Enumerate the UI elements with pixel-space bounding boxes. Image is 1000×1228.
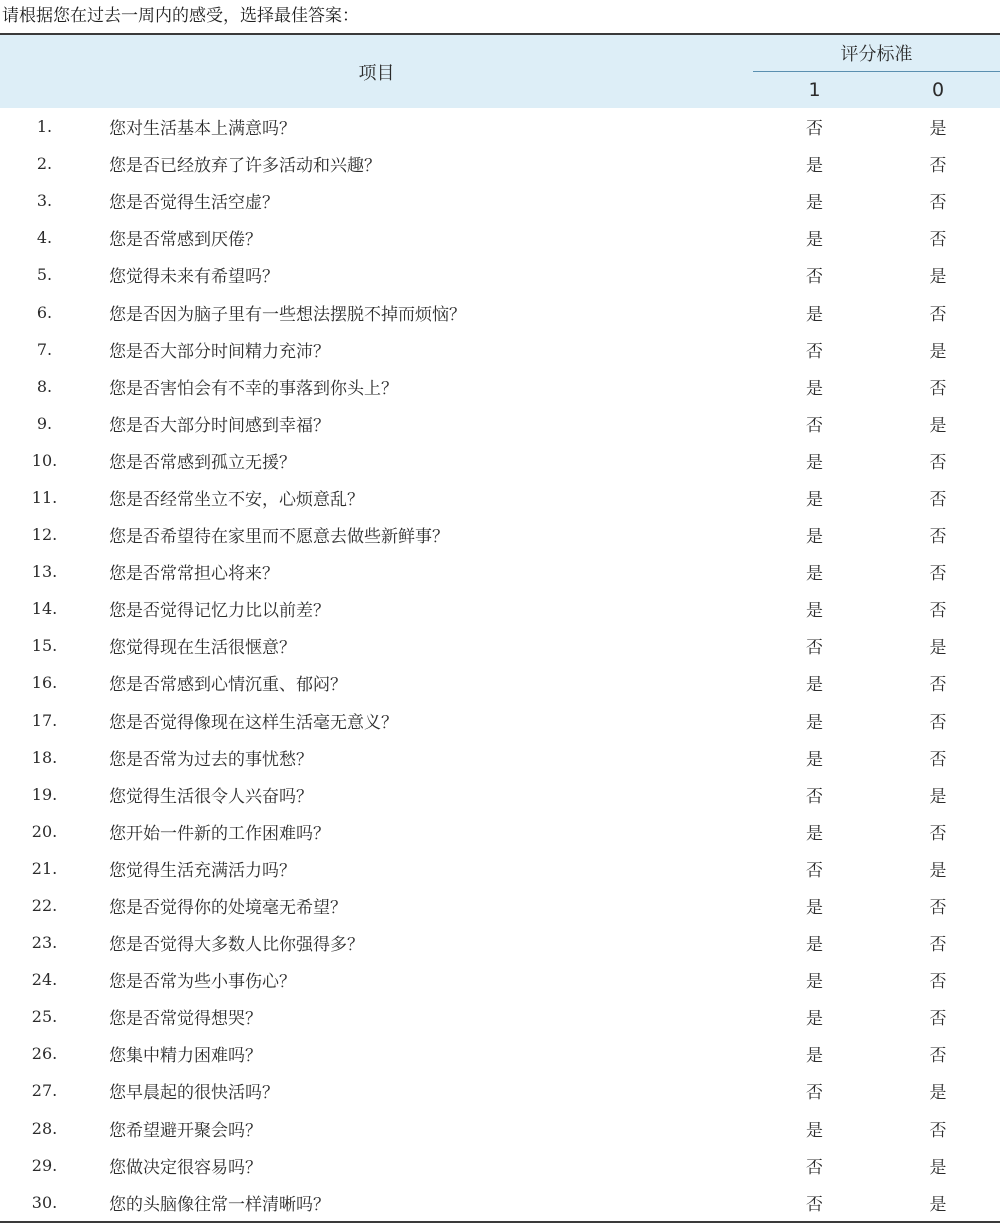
score-0-answer: 否	[929, 527, 947, 548]
question-text: 您是否常为过去的事忧愁？	[109, 749, 313, 770]
score-1-answer: 否	[806, 341, 823, 362]
score-0-answer: 是	[929, 119, 947, 140]
question-text: 您是否经常坐立不安，心烦意乱？	[109, 489, 364, 510]
question-number: 4.	[36, 228, 53, 248]
question-number: 10.	[31, 450, 58, 470]
question-number: 28.	[31, 1118, 58, 1138]
question-text: 您是否害怕会有不幸的事落到你头上？	[109, 378, 398, 399]
score-1-answer: 是	[806, 378, 823, 399]
question-number: 3.	[36, 191, 53, 211]
question-number: 20.	[31, 821, 58, 841]
question-number: 7.	[36, 339, 53, 359]
score-0-answer: 否	[929, 823, 947, 844]
score-1-answer: 是	[806, 452, 823, 473]
score-1-answer: 否	[806, 638, 823, 659]
score-0-answer: 是	[929, 267, 947, 288]
question-number: 29.	[31, 1155, 58, 1175]
score-0-answer: 否	[929, 564, 947, 585]
question-text: 您觉得生活很令人兴奋吗？	[109, 786, 313, 807]
question-text: 您希望避开聚会吗？	[109, 1120, 262, 1141]
score-1-answer: 是	[806, 935, 823, 956]
question-text: 您觉得生活充满活力吗？	[109, 860, 296, 881]
table-row	[0, 850, 1000, 887]
score-0-answer: 否	[929, 1009, 947, 1030]
question-text: 您是否觉得记忆力比以前差？	[109, 601, 330, 622]
question-text: 您是否常感到厌倦？	[109, 230, 262, 251]
score-0-answer: 否	[929, 749, 947, 770]
question-text: 您集中精力困难吗？	[109, 1046, 262, 1067]
question-number: 26.	[31, 1044, 58, 1064]
question-number: 22.	[31, 896, 58, 916]
question-text: 您觉得现在生活很惬意？	[109, 638, 296, 659]
score-1-answer: 是	[806, 304, 823, 325]
score-1-answer: 是	[806, 1120, 823, 1141]
table-row	[0, 442, 1000, 479]
table-row	[0, 961, 1000, 998]
item-column-header: 项目	[0, 34, 753, 108]
score-1-answer: 否	[753, 1184, 876, 1222]
score-1-answer: 是	[806, 193, 823, 214]
score-0-header: 0	[876, 72, 1000, 109]
score-1-answer: 是	[806, 156, 823, 177]
score-0-answer: 否	[929, 489, 947, 510]
score-1-answer: 是	[806, 675, 823, 696]
score-0-answer: 是	[929, 638, 947, 659]
table-row	[0, 331, 1000, 368]
question-text: 您是否觉得大多数人比你强得多？	[109, 935, 364, 956]
question-number: 25.	[31, 1007, 58, 1027]
score-1-answer: 否	[806, 1083, 823, 1104]
question-text: 您是否觉得像现在这样生活毫无意义？	[109, 712, 398, 733]
table-body	[0, 108, 1000, 1222]
score-0-answer: 否	[929, 601, 947, 622]
question-text: 您觉得未来有希望吗？	[109, 267, 279, 288]
question-number: 17.	[31, 710, 58, 730]
question-text: 您是否常感到孤立无援？	[109, 452, 296, 473]
table-header	[0, 34, 1000, 108]
question-text: 您早晨起的很快活吗？	[109, 1083, 279, 1104]
score-1-answer: 是	[806, 823, 823, 844]
score-1-answer: 否	[806, 786, 823, 807]
score-0-answer: 否	[929, 304, 947, 325]
score-0-answer: 是	[929, 860, 947, 881]
table-row	[0, 256, 1000, 293]
question-text: 您是否希望待在家里而不愿意去做些新鲜事？	[109, 527, 449, 548]
table-row	[0, 998, 1000, 1035]
score-1-answer: 是	[806, 972, 823, 993]
question-text: 您是否常常担心将来？	[109, 564, 279, 585]
score-0-answer: 否	[929, 972, 947, 993]
score-1-answer: 否	[806, 267, 823, 288]
score-0-answer: 否	[929, 230, 947, 251]
table-row	[0, 516, 1000, 553]
score-1-answer: 是	[806, 898, 823, 919]
score-1-answer: 否	[806, 119, 823, 140]
table-row	[0, 1184, 1000, 1222]
question-text: 您是否觉得你的处境毫无希望？	[109, 898, 347, 919]
score-1-answer: 否	[806, 1157, 823, 1178]
score-0-answer: 否	[929, 156, 947, 177]
question-text: 您对生活基本上满意吗？	[109, 119, 296, 140]
question-number: 1.	[36, 117, 53, 137]
score-1-answer: 是	[806, 489, 823, 510]
score-0-answer: 否	[929, 898, 947, 919]
question-text: 您做决定很容易吗？	[109, 1157, 262, 1178]
question-number: 21.	[31, 858, 58, 878]
question-number: 15.	[31, 636, 58, 656]
table-row	[0, 145, 1000, 182]
question-text: 您是否大部分时间精力充沛？	[109, 341, 330, 362]
score-1-answer: 是	[806, 749, 823, 770]
table-row	[0, 702, 1000, 739]
question-text: 您是否已经放弃了许多活动和兴趣？	[109, 156, 381, 177]
question-text: 您是否常为些小事伤心？	[109, 972, 296, 993]
question-number: 19.	[31, 784, 58, 804]
score-0-answer: 否	[929, 675, 947, 696]
table-row	[0, 1110, 1000, 1147]
score-1-answer: 是	[806, 230, 823, 251]
score-0-answer: 否	[929, 452, 947, 473]
table-row	[0, 739, 1000, 776]
score-1-answer: 是	[806, 1009, 823, 1030]
table-row	[0, 405, 1000, 442]
table-row	[0, 1072, 1000, 1109]
score-0-answer: 否	[929, 1120, 947, 1141]
score-0-answer: 否	[929, 193, 947, 214]
table-row	[0, 924, 1000, 961]
table-row	[0, 479, 1000, 516]
question-text: 您是否常觉得想哭？	[109, 1009, 262, 1030]
question-number: 6.	[36, 302, 53, 322]
question-text: 您开始一件新的工作困难吗？	[109, 823, 330, 844]
question-number: 27.	[31, 1081, 58, 1101]
question-text: 您是否大部分时间感到幸福？	[109, 415, 330, 436]
score-1-answer: 是	[806, 564, 823, 585]
table-row	[0, 776, 1000, 813]
table-row	[0, 293, 1000, 330]
score-0-answer: 是	[929, 1157, 947, 1178]
question-number: 16.	[31, 673, 58, 693]
question-number: 11.	[31, 487, 58, 507]
criteria-column-header: 评分标准	[753, 34, 1000, 72]
score-1-header: 1	[753, 72, 876, 109]
table-row	[0, 627, 1000, 664]
table-row	[0, 368, 1000, 405]
table-row	[0, 1147, 1000, 1184]
instruction-text: 请根据您在过去一周内的感受，选择最佳答案：	[2, 6, 359, 26]
question-number: 8.	[36, 376, 53, 396]
score-1-answer: 是	[806, 527, 823, 548]
table-row	[0, 553, 1000, 590]
table-row	[0, 664, 1000, 701]
question-number: 30.	[0, 1184, 95, 1222]
score-0-answer: 是	[929, 1083, 947, 1104]
score-0-answer: 否	[929, 935, 947, 956]
score-0-answer: 否	[929, 712, 947, 733]
question-number: 2.	[36, 154, 53, 174]
questionnaire-table-container	[0, 33, 1000, 1223]
table-row	[0, 813, 1000, 850]
score-0-answer: 是	[929, 786, 947, 807]
question-number: 24.	[31, 970, 58, 990]
table-row	[0, 108, 1000, 145]
table-row	[0, 182, 1000, 219]
question-text: 您是否因为脑子里有一些想法摆脱不掉而烦恼？	[109, 304, 466, 325]
score-0-answer: 是	[929, 341, 947, 362]
table-row	[0, 887, 1000, 924]
table-row	[0, 219, 1000, 256]
question-number: 12.	[31, 525, 58, 545]
score-0-answer: 是	[876, 1184, 1000, 1222]
score-1-answer: 是	[806, 712, 823, 733]
score-0-answer: 否	[929, 378, 947, 399]
score-0-answer: 是	[929, 415, 947, 436]
question-number: 18.	[31, 747, 58, 767]
score-1-answer: 否	[806, 415, 823, 436]
question-text: 您是否觉得生活空虚？	[109, 193, 279, 214]
question-number: 5.	[36, 265, 53, 285]
score-1-answer: 是	[806, 1046, 823, 1067]
question-number: 23.	[31, 933, 58, 953]
table-row	[0, 1035, 1000, 1072]
score-1-answer: 是	[806, 601, 823, 622]
questionnaire-table	[0, 33, 1000, 1223]
question-number: 14.	[31, 599, 58, 619]
question-number: 9.	[36, 413, 53, 433]
question-text: 您是否常感到心情沉重、郁闷？	[109, 675, 347, 696]
score-1-answer: 否	[806, 860, 823, 881]
question-number: 13.	[31, 562, 58, 582]
question-text: 您的头脑像往常一样清晰吗？	[95, 1184, 753, 1222]
table-row	[0, 590, 1000, 627]
score-0-answer: 否	[929, 1046, 947, 1067]
